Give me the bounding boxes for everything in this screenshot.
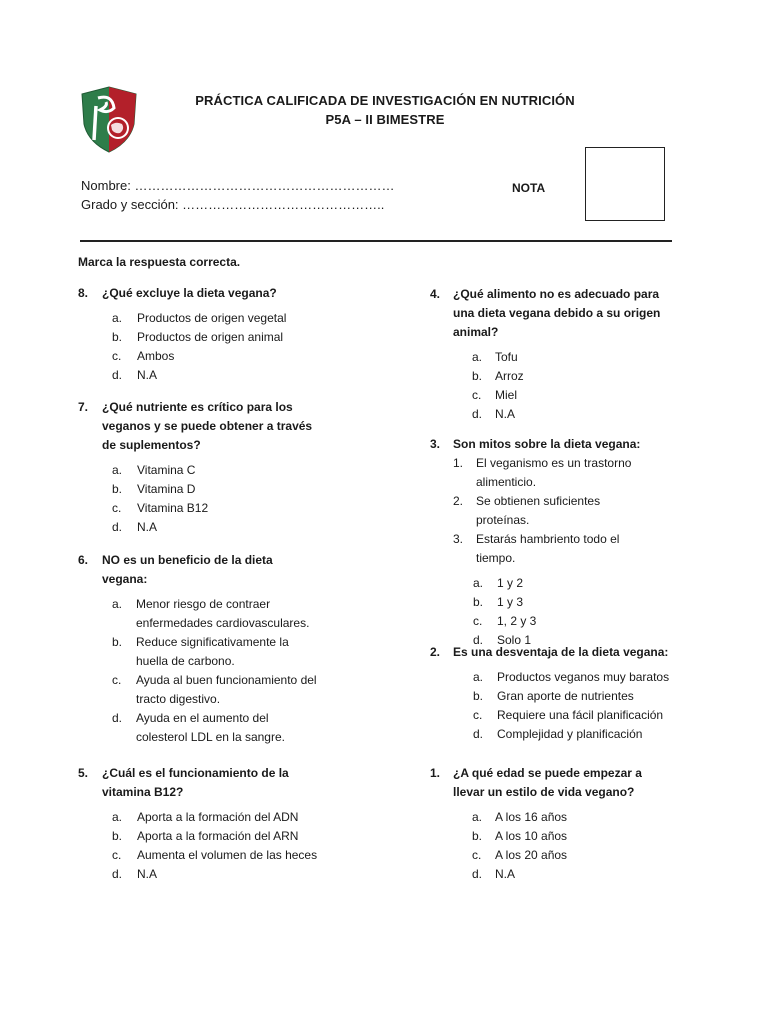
question-3 (430, 435, 680, 650)
document-subtitle: P5A – II BIMESTRE (325, 112, 445, 127)
options-list (112, 461, 328, 537)
option[interactable]: a. A los 16 años (472, 810, 568, 824)
options-list (112, 309, 328, 385)
option[interactable]: c. Miel (472, 388, 518, 402)
option[interactable]: b. Gran aporte de nutrientes (473, 689, 634, 703)
option[interactable]: c. Ayuda al buen funcionamiento del tracto digestivo. (112, 673, 317, 706)
option[interactable]: c. A los 20 años (472, 848, 568, 862)
option[interactable]: c. Requiere una fácil planificación (473, 708, 664, 722)
question-6 (78, 551, 328, 747)
question-8 (78, 284, 328, 385)
option[interactable]: b. 1 y 3 (473, 595, 524, 609)
school-crest-icon (78, 84, 140, 154)
question-number: 1. (430, 766, 441, 780)
option[interactable]: b. Productos de origen animal (112, 330, 284, 344)
option[interactable]: b. A los 10 años (472, 829, 568, 843)
option[interactable]: c. Vitamina B12 (112, 501, 209, 515)
question-text: Es una desventaja de la dieta vegana: (453, 645, 669, 659)
header-divider (80, 240, 672, 242)
statements-list (453, 454, 653, 568)
option[interactable]: d. Complejidad y planificación (473, 727, 643, 741)
statement: 2. Se obtienen suficientes proteínas. (453, 494, 601, 527)
question-number: 4. (430, 287, 441, 301)
options-list (112, 808, 338, 884)
question-1 (430, 764, 680, 884)
option[interactable]: d. N.A (112, 867, 158, 881)
option[interactable]: b. Arroz (472, 369, 524, 383)
option[interactable]: d. N.A (112, 520, 158, 534)
question-text: ¿Qué excluye la dieta vegana? (102, 286, 277, 300)
question-number: 3. (430, 437, 441, 451)
question-number: 7. (78, 400, 89, 414)
option[interactable]: b. Vitamina D (112, 482, 196, 496)
question-text: Son mitos sobre la dieta vegana: (453, 437, 641, 451)
question-text: ¿Qué alimento no es adecuado para una dieta vegana debido a su origen animal? (453, 287, 661, 339)
option[interactable]: a. 1 y 2 (473, 576, 524, 590)
question-number: 2. (430, 645, 441, 659)
question-2 (430, 643, 700, 744)
document-title: PRÁCTICA CALIFICADA DE INVESTIGACIÓN EN NUTRICIÓN (195, 93, 575, 108)
question-number: 6. (78, 553, 89, 567)
option[interactable]: d. Solo 1 (473, 633, 532, 647)
grade-section-field: Grado y sección: ……………………………………….. (81, 197, 385, 212)
option[interactable]: d. N.A (472, 867, 516, 881)
option[interactable]: d. N.A (112, 368, 158, 382)
option[interactable]: a. Tofu (472, 350, 518, 364)
statement: 3. Estarás hambriento todo el tiempo. (453, 532, 620, 565)
options-list (473, 574, 680, 650)
instructions: Marca la respuesta correcta. (78, 255, 241, 269)
question-text: ¿Qué nutriente es crítico para los veganos y se puede obtener a través de suplementos? (102, 400, 313, 452)
options-list (472, 808, 680, 884)
option[interactable]: b. Reduce significativamente la huella de carbono. (112, 635, 289, 668)
option[interactable]: c. Aumenta el volumen de las heces (112, 848, 318, 862)
option[interactable]: a. Aporta a la formación del ADN (112, 810, 299, 824)
option[interactable]: c. Ambos (112, 349, 175, 363)
statement: 1. El veganismo es un trastorno alimenticio. (453, 456, 632, 489)
options-list (472, 348, 680, 424)
option[interactable]: a. Menor riesgo de contraer enfermedades cardiovasculares. (112, 597, 310, 630)
option[interactable]: d. Ayuda en el aumento del colesterol LDL en la sangre. (112, 711, 285, 744)
question-5 (78, 764, 338, 884)
option[interactable]: a. Vitamina C (112, 463, 196, 477)
grade-label: NOTA (512, 181, 546, 195)
option[interactable]: b. Aporta a la formación del ARN (112, 829, 299, 843)
options-list (473, 668, 700, 744)
question-7 (78, 398, 328, 537)
question-4 (430, 285, 680, 424)
option[interactable]: d. N.A (472, 407, 516, 421)
option[interactable]: a. Productos de origen vegetal (112, 311, 287, 325)
question-text: ¿Cuál es el funcionamiento de la vitamina B12? (102, 766, 289, 799)
grade-box (585, 147, 665, 221)
question-number: 5. (78, 766, 89, 780)
name-field: Nombre: …………………………………………………… (81, 178, 395, 193)
option[interactable]: c. 1, 2 y 3 (473, 614, 537, 628)
question-number: 8. (78, 286, 89, 300)
options-list (112, 595, 328, 747)
option[interactable]: a. Productos veganos muy baratos (473, 670, 670, 684)
question-text: NO es un beneficio de la dieta vegana: (102, 553, 273, 586)
question-text: ¿A qué edad se puede empezar a llevar un estilo de vida vegano? (453, 766, 642, 799)
